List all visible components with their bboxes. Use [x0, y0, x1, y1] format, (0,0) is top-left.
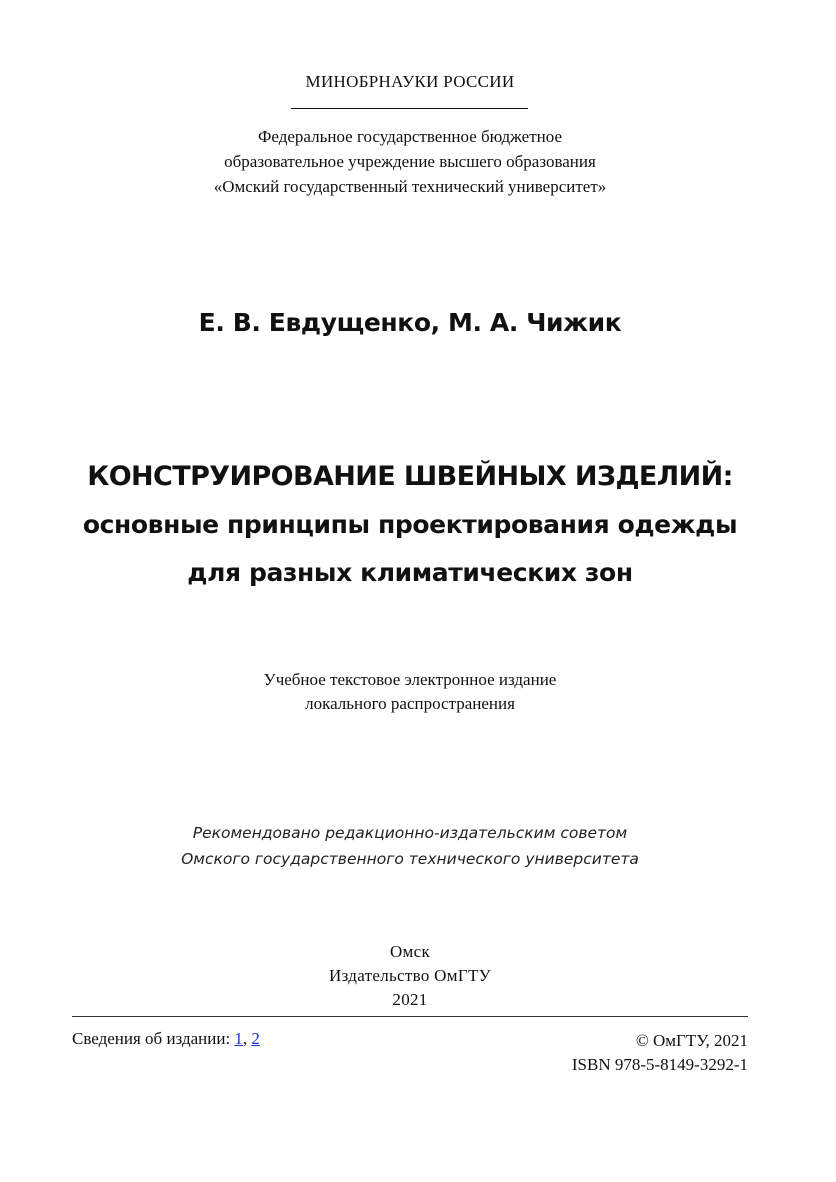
edition-info — [72, 1029, 260, 1049]
isbn: ISBN 978-5-8149-3292-1 — [571, 1055, 748, 1074]
institution-line-1: Федеральное государственное бюджетное — [257, 127, 563, 146]
title-subtitle-line-1: основные принципы проектирования одежды — [82, 510, 738, 539]
authors: Е. В. Евдущенко, М. А. Чижик — [198, 308, 622, 337]
edition-info-link-2[interactable]: 2 — [251, 1029, 260, 1048]
copyright-block — [572, 1029, 748, 1077]
edition-info-link-1[interactable]: 1 — [234, 1029, 243, 1048]
institution-name — [0, 124, 820, 199]
ministry-name: МИНОБРНАУКИ РОССИИ — [305, 72, 515, 91]
ministry-underline — [291, 108, 528, 109]
edition-info-label: Сведения об издании: — [72, 1029, 231, 1048]
title-subtitle-line-2: для разных климатических зон — [187, 558, 633, 587]
book-title — [0, 453, 820, 597]
imprint — [0, 940, 820, 1012]
title-main: КОНСТРУИРОВАНИЕ ШВЕЙНЫХ ИЗДЕЛИЙ: — [87, 461, 733, 492]
institution-line-2: образовательное учреждение высшего образования — [224, 152, 596, 171]
imprint-publisher: Издательство ОмГТУ — [329, 966, 491, 985]
edition-info-separator: , — [242, 1029, 248, 1048]
institution-line-3: «Омский государственный технический университет» — [213, 177, 607, 196]
edition-type-line-1: Учебное текстовое электронное издание — [263, 670, 557, 689]
edition-type-line-2: локального распространения — [305, 694, 515, 713]
imprint-city: Омск — [389, 942, 431, 961]
edition-type — [0, 668, 820, 716]
footer-divider — [72, 1016, 748, 1017]
recommendation-line-1: Рекомендовано редакционно-издательским советом — [192, 824, 628, 842]
imprint-year: 2021 — [392, 990, 428, 1009]
copyright: © ОмГТУ, 2021 — [635, 1031, 748, 1050]
recommendation-line-2: Омского государственного технического университета — [181, 850, 639, 868]
recommendation-note — [0, 820, 820, 872]
